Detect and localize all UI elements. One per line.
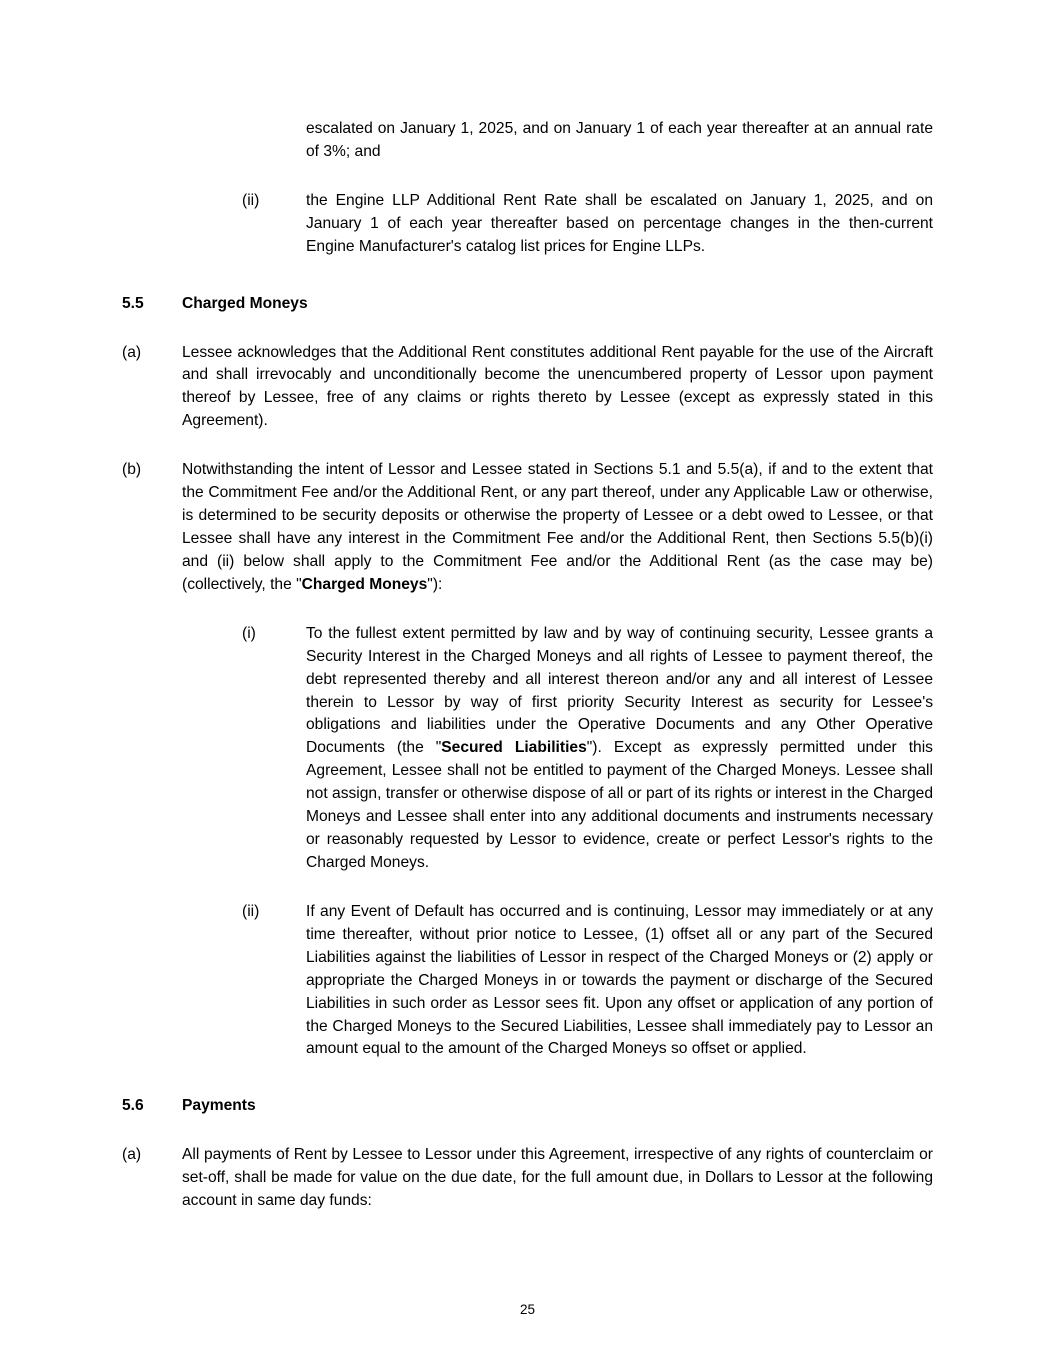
section-number: 5.5 [122,294,144,312]
list-item-text [306,623,933,875]
section-title: Payments [182,1097,256,1115]
list-marker: (ii) [242,902,260,920]
section-heading-5-6 [122,1095,933,1118]
list-item-text: All payments of Rent by Lessee to Lessor under this Agreement, irrespective of any rights of counterclaim or set-off, shall be made for value on the due date, for the full amount due, in Dollars to Lessor at the following account in same day funds: [182,1146,933,1210]
section-heading-5-5 [122,293,933,316]
text-segment-1: To the fullest extent permitted by law and by way of continuing security, Lessee grants a Security Interest in the Charged Moneys and all rights of Lessee to payment thereof, the debt represented thereby and all interest thereon and/or any and all interest of Lessee therein to Lessor by way of first priority Security Interest as security for Lessee's obligations and liabilities under the Operative Documents and any Other Operative Documents (the " [306,624,933,757]
document-body [122,118,933,1213]
list-item-5-5-b [122,459,933,597]
list-item-text: Lessee acknowledges that the Additional Rent constitutes additional Rent payable for the use of the Aircraft and shall irrevocably and unconditionally become the unencumbered property of Lessor upon payment thereof by Lessee, free of any claims or rights thereto by Lessee (except as expressly stated in this Agreement). [182,343,933,430]
list-item-5-5-a [122,342,933,434]
list-marker: (b) [122,461,142,479]
defined-term-charged-moneys: Charged Moneys [301,575,428,593]
list-marker: (i) [242,624,256,642]
text-segment-2: "). Except as expressly permitted under this Agreement, Lessee shall not be entitled to payment of the Charged Moneys. Lessee shall not assign, transfer or otherwise dispose of all or part of its rights or interest in the Charged Moneys and Lessee shall enter into any additional documents and instruments necessary or reasonably requested by Lessor to evidence, create or perfect Lessor's rights to the Charged Moneys. [306,739,933,871]
list-marker: (a) [122,1146,142,1164]
list-marker: (ii) [242,191,260,209]
list-item-5-6-a [122,1144,933,1213]
defined-term-secured-liabilities: Secured Liabilities [441,739,587,757]
list-item-5-5-b-ii [122,901,933,1061]
section-title: Charged Moneys [182,294,308,312]
list-marker: (a) [122,343,142,361]
section-number: 5.6 [122,1097,144,1115]
paragraph-continuation: escalated on January 1, 2025, and on January 1 of each year thereafter at an annual rate of 3%; and [306,120,933,160]
list-item-text [182,459,933,597]
text-segment-1: Notwithstanding the intent of Lessor and Lessee stated in Sections 5.1 and 5.5(a), if and to the extent that the Commitment Fee and/or the Additional Rent, or any part thereof, under any Applicable Law or otherwise, is determined to be security deposits or otherwise the property of Lessee or a debt owed to Lessee, or that Lessee shall have any interest in the Commitment Fee and/or the Additional Rent, then Sections 5.5(b)(i) and (ii) below shall apply to the Commitment Fee and/or the Additional Rent (as the case may be) (collectively, the " [182,461,933,593]
list-item-5-5-b-i [122,623,933,875]
list-item-text: If any Event of Default has occurred and is continuing, Lessor may immediately or at any time thereafter, without prior notice to Lessee, (1) offset all or any part of the Secured Liabilities against the liabilities of Lessor in respect of the Charged Moneys or (2) apply or appropriate the Charged Moneys in or towards the payment or discharge of the Secured Liabilities in such order as Lessor sees fit. Upon any offset or application of any portion of the Charged Moneys to the Secured Liabilities, Lessee shall immediately pay to Lessor an amount equal to the amount of the Charged Moneys so offset or applied. [306,902,933,1058]
text-segment-2: "): [427,575,443,593]
list-item-engine-llp-rate [122,190,933,259]
list-item-text: the Engine LLP Additional Rent Rate shall be escalated on January 1, 2025, and on January 1 of each year thereafter based on percentage changes in the then-current Engine Manufacturer's catalog list prices for Engine LLPs. [306,191,933,255]
page-number: 25 [519,1302,536,1317]
